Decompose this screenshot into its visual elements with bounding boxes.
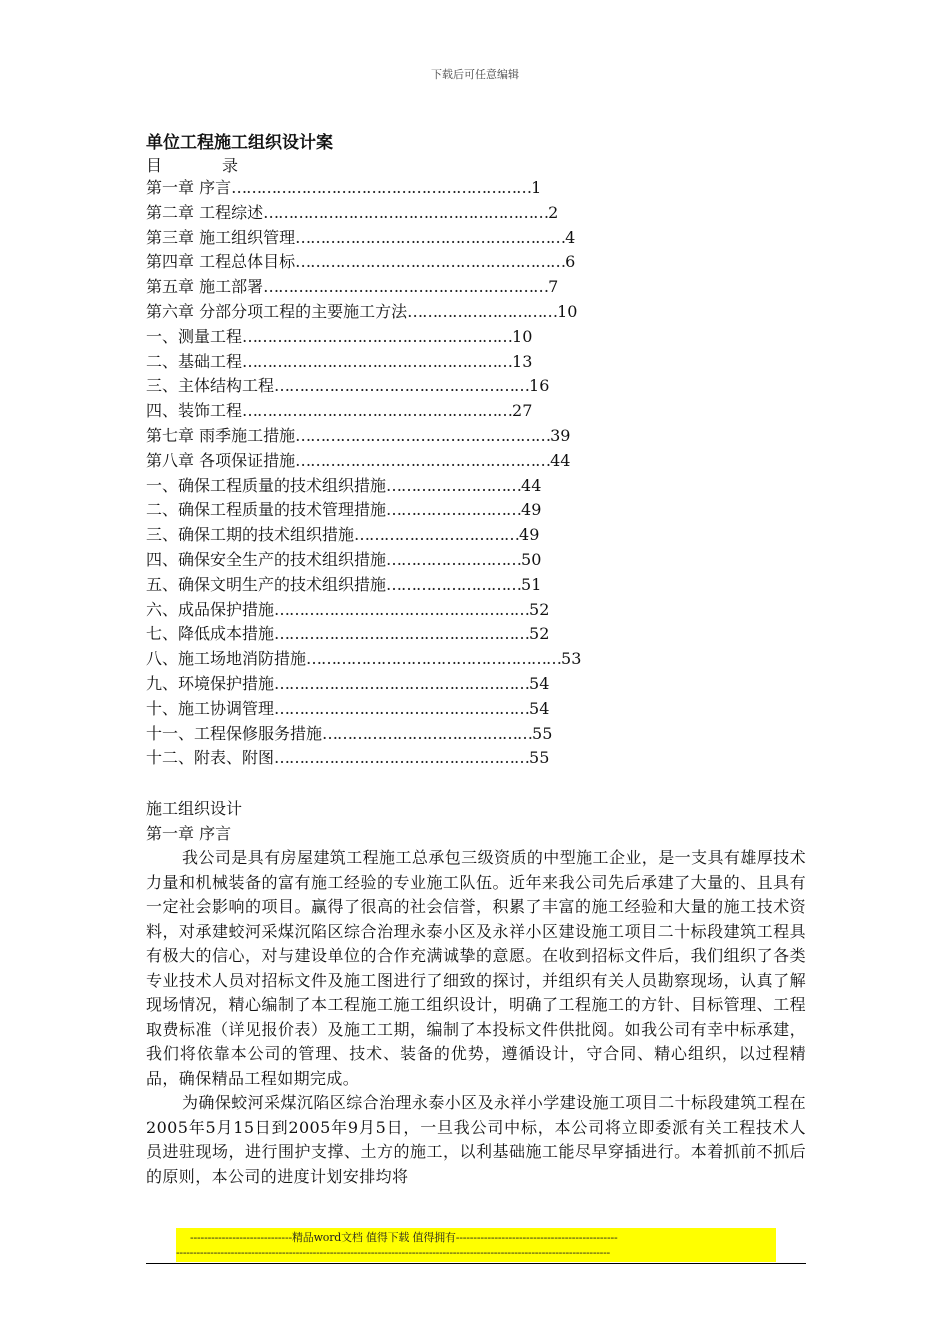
footer-dashes-line: ------------------------------------------------------------------------------------------------------------------------------- <box>176 1246 610 1259</box>
toc-entry <box>146 598 581 623</box>
header-note: 下载后可任意编辑 <box>431 68 519 81</box>
toc-entry <box>146 250 581 275</box>
toc-entry-title: 第七章 雨季施工措施 <box>146 425 296 445</box>
toc-entry <box>146 176 581 201</box>
toc-entry-title: 三、确保工期的技术组织措施 <box>146 525 355 545</box>
toc-entry <box>146 523 581 548</box>
toc-entry-leader: …………………………………………… <box>274 599 530 619</box>
toc-entry-leader: …………………………………… <box>322 723 533 743</box>
document-title: 单位工程施工组织设计案 <box>146 133 333 153</box>
toc-entry-page: 44 <box>521 475 542 495</box>
table-of-contents <box>146 176 581 771</box>
toc-entry-title: 八、施工场地消防措施 <box>146 649 307 669</box>
toc-entry <box>146 722 581 747</box>
toc-entry-title: 十一、工程保修服务措施 <box>146 723 323 743</box>
toc-entry-leader: …………………………………………… <box>274 624 530 644</box>
toc-entry-page: 1 <box>531 178 542 197</box>
toc-entry-leader: …………………………………………… <box>274 748 530 768</box>
toc-entry-leader: …………………………………………… <box>274 376 530 396</box>
toc-entry-title: 四、装饰工程 <box>146 401 243 421</box>
paragraph: 为确保蛟河采煤沉陷区综合治理永泰小区及永祥小学建设施工项目二十标段建筑工程在2005年5月15日到2005年9月5日，一旦我公司中标，本公司将立即委派有关工程技术人员进驻现场，进行围护支撑、土方的施工，以利基础施工能尽早穿插进行。本着抓前不抓后的原则，本公司的进度计划安排均将 <box>146 1093 806 1186</box>
toc-entry-title: 第一章 序言 <box>146 178 232 197</box>
paragraph: 我公司是具有房屋建筑工程施工总承包三级资质的中型施工企业，是一支具有雄厚技术力量和机械装备的富有施工经验的专业施工队伍。近年来我公司先后承建了大量的、且具有一定社会影响的项目。赢得了很高的社会信誉，积累了丰富的施工经验和大量的施工技术资料，对承建蛟河采煤沉陷区综合治理永泰小区及永祥小区建设施工项目二十标段建筑工程具有极大的信心，对与建设单位的合作充满诚挚的意愿。在收到招标文件后，我们组织了各类专业技术人员对招标文件及施工图进行了细致的探讨，并组织有关人员勘察现场，认真了解现场情况，精心编制了本工程施工施工组织设计，明确了工程施工的方针、目标管理、工程取费标准（详见报价表）及施工工期，编制了本投标文件供批阅。如我公司有幸中标承建，我们将依靠本公司的管理、技术、装备的优势，遵循设计，守合同、精心组织，以过程精品，确保精品工程如期完成。 <box>146 848 806 1088</box>
toc-entry-page: 39 <box>550 425 571 445</box>
toc-entry-page: 50 <box>521 549 542 569</box>
toc-entry <box>146 424 581 449</box>
toc-entry <box>146 647 581 672</box>
toc-entry-title: 第八章 各项保证措施 <box>146 450 296 470</box>
toc-entry <box>146 474 581 499</box>
footer-rule <box>146 1263 806 1264</box>
toc-entry-leader: …………………………… <box>354 525 520 545</box>
toc-entry-title: 第二章 工程综述 <box>146 202 264 222</box>
toc-entry-leader: …………………………………………… <box>274 673 530 693</box>
toc-entry-title: 九、环境保护措施 <box>146 673 275 693</box>
toc-entry-title: 五、确保文明生产的技术组织措施 <box>146 574 387 594</box>
toc-entry-title: 一、确保工程质量的技术组织措施 <box>146 475 387 495</box>
toc-entry <box>146 350 581 375</box>
toc-entry-leader: ……………………… <box>386 574 522 594</box>
toc-entry-page: 49 <box>519 525 540 545</box>
toc-entry-page: 4 <box>565 227 576 247</box>
toc-entry-title: 十、施工协调管理 <box>146 698 275 718</box>
footer-watermark-line: -----------------------------精品word文档 值得下载 值得拥有---------------------------------------------- <box>190 1231 618 1244</box>
toc-entry-page: 51 <box>521 574 542 594</box>
toc-entry-leader: …………………………………………… <box>274 698 530 718</box>
toc-entry-page: 53 <box>561 649 582 669</box>
toc-entry <box>146 449 581 474</box>
toc-entry-page: 49 <box>521 500 542 520</box>
toc-entry <box>146 374 581 399</box>
toc-entry <box>146 548 581 573</box>
toc-entry-page: 10 <box>557 301 578 321</box>
body-section <box>146 796 806 1189</box>
toc-entry-leader: ……………………… <box>386 500 522 520</box>
chapter-title: 第一章 序言 <box>146 824 232 843</box>
toc-entry <box>146 697 581 722</box>
toc-entry-page: 54 <box>529 673 550 693</box>
toc-entry-title: 二、基础工程 <box>146 351 243 371</box>
toc-heading <box>146 153 238 176</box>
toc-entry-leader: ……………………………………………… <box>242 326 513 346</box>
toc-entry-title: 第五章 施工部署 <box>146 277 264 297</box>
toc-entry-page: 2 <box>548 202 559 222</box>
toc-entry-leader: ………………………………………………… <box>263 202 549 222</box>
toc-entry-leader: …………………………………………… <box>306 649 562 669</box>
toc-entry-leader: ………………………………………………… <box>263 277 549 297</box>
toc-entry-leader: ……………………………………………… <box>295 252 566 272</box>
toc-entry-title: 六、成品保护措施 <box>146 599 275 619</box>
toc-entry <box>146 201 581 226</box>
toc-entry <box>146 226 581 251</box>
section-title: 施工组织设计 <box>146 799 243 818</box>
toc-entry-title: 三、主体结构工程 <box>146 376 275 396</box>
toc-entry-leader: …………………………………………………… <box>231 178 532 197</box>
toc-entry-title: 七、降低成本措施 <box>146 624 275 644</box>
toc-entry <box>146 672 581 697</box>
toc-entry-page: 44 <box>550 450 571 470</box>
toc-entry-page: 7 <box>548 277 559 297</box>
toc-entry-page: 13 <box>512 351 533 371</box>
toc-entry-page: 10 <box>512 326 533 346</box>
toc-entry <box>146 746 581 771</box>
toc-entry-leader: ……………………………………………… <box>295 227 566 247</box>
toc-entry-page: 27 <box>512 401 533 421</box>
toc-entry <box>146 622 581 647</box>
toc-entry-title: 第四章 工程总体目标 <box>146 252 296 272</box>
toc-entry <box>146 573 581 598</box>
toc-entry-title: 二、确保工程质量的技术管理措施 <box>146 500 387 520</box>
toc-heading-right: 录 <box>222 156 239 175</box>
toc-entry-page: 55 <box>529 748 550 768</box>
toc-entry-title: 十二、附表、附图 <box>146 748 275 768</box>
toc-entry <box>146 300 581 325</box>
toc-entry-page: 52 <box>529 599 550 619</box>
toc-entry-title: 四、确保安全生产的技术组织措施 <box>146 549 387 569</box>
toc-entry-leader: …………………………………………… <box>295 425 551 445</box>
toc-entry-leader: ………………………… <box>407 301 558 321</box>
toc-entry-title: 第三章 施工组织管理 <box>146 227 296 247</box>
toc-heading-left: 目 <box>146 156 163 175</box>
toc-entry-leader: ……………………………………………… <box>242 351 513 371</box>
toc-entry <box>146 325 581 350</box>
toc-entry <box>146 498 581 523</box>
toc-entry-leader: ……………………… <box>386 549 522 569</box>
toc-entry <box>146 399 581 424</box>
toc-entry <box>146 275 581 300</box>
toc-entry-leader: ……………………………………………… <box>242 401 513 421</box>
toc-entry-page: 6 <box>565 252 576 272</box>
toc-entry-title: 一、测量工程 <box>146 326 243 346</box>
toc-entry-page: 52 <box>529 624 550 644</box>
toc-entry-leader: ……………………… <box>386 475 522 495</box>
toc-entry-leader: …………………………………………… <box>295 450 551 470</box>
toc-entry-page: 55 <box>532 723 553 743</box>
toc-entry-page: 54 <box>529 698 550 718</box>
toc-entry-page: 16 <box>529 376 550 396</box>
toc-entry-title: 第六章 分部分项工程的主要施工方法 <box>146 301 408 321</box>
